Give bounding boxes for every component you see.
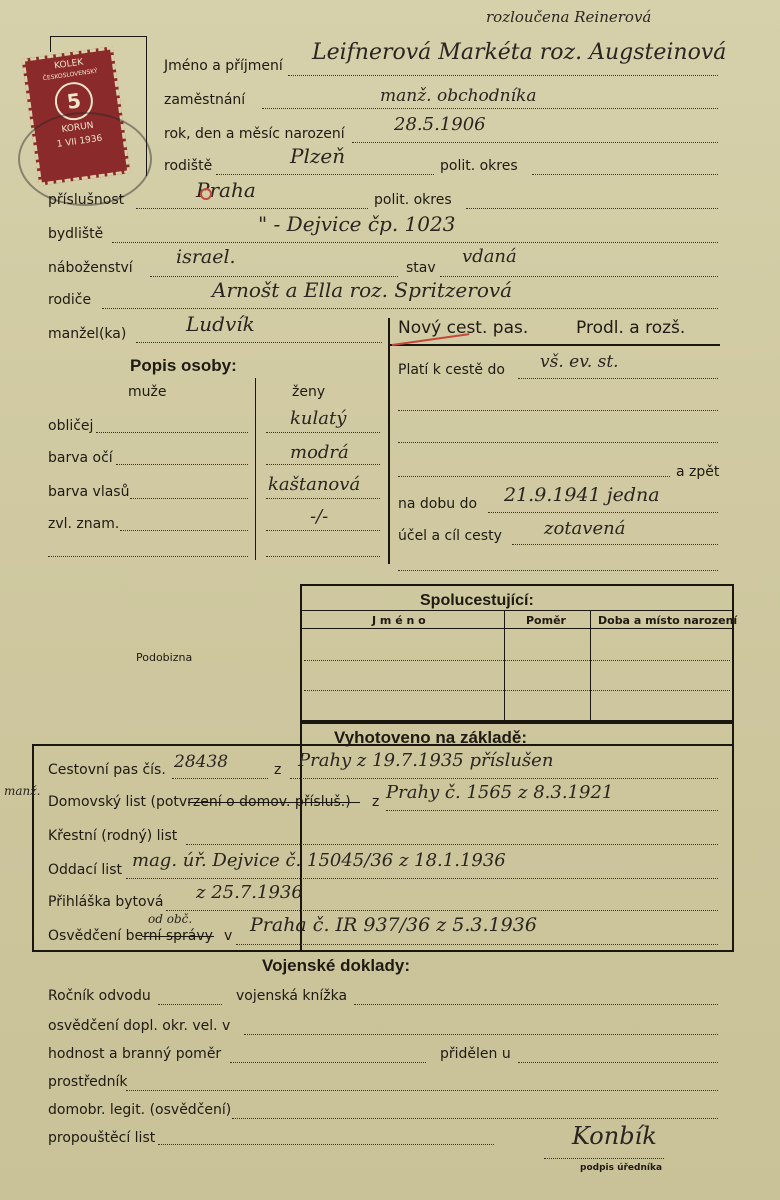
duration-line [488,512,718,513]
stamp-unit: KORUN [61,120,95,136]
marriage-value: mag. úř. Dejvice č. 15045/36 z 18.1.1936 [132,850,506,871]
birthplace-line [216,174,434,175]
registration-line [166,910,718,911]
signature-label: podpis úředníka [580,1163,663,1173]
eyes-line-women [266,464,380,465]
legion-label: domobr. legit. (osvědčení) [48,1102,232,1118]
eyes-line-men [116,464,248,465]
baptism-label: Křestní (rodný) list [48,828,178,844]
status-label: stav [406,260,436,276]
stamp-value: 5 [52,80,95,123]
residence-label: bydliště [48,226,104,242]
marks-label: zvl. znam. [48,516,120,532]
citizenship-value: Praha [196,178,256,202]
eyes-label: barva očí [48,450,113,466]
signature: Konbík [572,1122,657,1150]
military-title: Vojenské doklady: [262,956,411,975]
name-line [288,75,718,76]
district-line [532,174,718,175]
domicile-label: Domovský list (potvrzení o domov. přísluš.) [48,794,351,810]
year-label: Ročník odvodu [48,988,151,1004]
registration-label: Přihláška bytová [48,894,164,910]
passport-number-line [172,778,268,779]
top-note: rozloučena Reinerová [486,8,652,26]
face-line-men [96,432,248,433]
purpose-line [512,544,718,545]
district2-line [466,208,718,209]
rank-line [230,1062,426,1063]
passport-number-value: 28438 [174,752,229,772]
citizenship-line [136,208,368,209]
purpose-label: účel a cíl cesty [398,528,502,544]
legion-line [232,1118,718,1119]
hair-line-women [266,498,380,499]
valid-line [518,378,718,379]
registration-value: z 25.7.1936 [196,882,303,903]
middle-line [126,1090,718,1091]
description-title: Popis osoby: [130,356,237,375]
companions-col-name: J m é n o [372,614,426,627]
passport-divider [388,318,390,564]
return-label: a zpět [676,464,720,480]
extend-passport-label: Prodl. a rozš. [576,318,686,338]
marks-value: -/- [310,506,329,527]
face-line-women [266,432,380,433]
margin-note: manž. [4,784,41,798]
district2-label: polit. okres [374,192,452,208]
status-line [440,276,718,277]
men-column-label: muže [128,384,167,400]
rank-label: hodnost a branný poměr [48,1046,222,1062]
stamp-postmark: 1 VII 1936 [56,133,103,150]
passport-from-label: z [274,762,282,778]
status-value: vdaná [462,246,517,267]
assigned-label: přidělen u [440,1046,511,1062]
tax-value: Praha č. IR 937/36 z 5.3.1936 [250,914,537,936]
companions-col-relation: Poměr [526,614,566,627]
book-line [354,1004,718,1005]
women-column-label: ženy [292,384,326,400]
citizenship-label: příslušnost [48,192,125,208]
spouse-label: manžel(ka) [48,326,127,342]
religion-value: israel. [176,246,236,268]
valid-line-4 [398,476,670,477]
religion-label: náboženství [48,260,133,276]
occupation-line [262,108,718,109]
passport-from-value: Prahy z 19.7.1935 příslušen [298,750,554,771]
hair-label: barva vlasů [48,484,130,500]
stamp-middle-text: ČESKOSLOVENSKÝ [42,67,99,83]
hair-value: kaštanová [268,474,361,495]
valid-label: Platí k cestě do [398,362,505,378]
companions-row-1 [304,660,730,661]
domicile-value: Prahy č. 1565 z 8.3.1921 [386,782,614,803]
tax-from-label: v [224,928,233,944]
marriage-label: Oddací list [48,862,122,878]
year-line [158,1004,222,1005]
photo-frame-left [50,36,51,52]
parents-line [102,308,718,309]
birthplace-value: Plzeň [290,144,346,168]
occupation-label: zaměstnání [164,92,246,108]
purpose-line-2 [398,570,718,571]
companions-title-line [302,610,732,611]
baptism-line [186,844,718,845]
cert-line [244,1034,718,1035]
companions-row-2 [304,690,730,691]
occupation-value: manž. obchodníka [380,86,537,106]
photo-label: Podobizna [136,651,193,664]
tax-strike [142,936,214,937]
parents-label: rodiče [48,292,92,308]
signature-line [544,1158,664,1159]
face-label: obličej [48,418,94,434]
domicile-strike [188,802,360,803]
residence-line [112,242,718,243]
district-label: polit. okres [440,158,518,174]
birth-value: 28.5.1906 [394,114,486,135]
passport-header-line [390,344,720,346]
middle-label: prostředník [48,1074,128,1090]
discharge-line [158,1144,494,1145]
red-mark [200,188,212,200]
valid-value: vš. ev. st. [540,352,619,372]
birth-line [352,142,718,143]
stamp-top-text: KOLEK [53,57,84,72]
birthplace-label: rodiště [164,158,213,174]
extra-line-women [266,556,380,557]
residence-value: " - Dejvice čp. 1023 [258,212,456,236]
cert-label: osvědčení dopl. okr. vel. v [48,1018,231,1034]
face-value: kulatý [290,408,347,429]
marks-line-women [266,530,380,531]
hair-line-men [130,498,248,499]
book-label: vojenská knížka [236,988,348,1004]
companions-col-divider-2 [590,610,591,722]
companions-col-divider-1 [504,610,505,722]
discharge-label: propouštěcí list [48,1130,156,1146]
passport-number-label: Cestovní pas čís. [48,762,166,778]
marriage-line [126,878,718,879]
tax-line [236,944,718,945]
name-label: Jméno a příjmení [164,58,283,74]
duration-value: 21.9.1941 jedna [504,484,660,506]
duration-label: na dobu do [398,496,478,512]
tax-note: od obč. [148,912,193,926]
extra-line-men [48,556,248,557]
tax-label: Osvědčení berní správy [48,928,213,944]
domicile-from-label: z [372,794,380,810]
companions-col-birth: Doba a místo narození [598,614,738,627]
issued-title: Vyhotoveno na základě: [334,728,528,747]
valid-line-3 [398,442,718,443]
assigned-line [518,1062,718,1063]
passport-from-line [290,778,718,779]
photo-frame-top [50,36,146,37]
domicile-line [386,810,718,811]
companions-title: Spolucestující: [420,592,534,609]
name-value: Leifnerová Markéta roz. Augsteinová [312,40,727,65]
parents-value: Arnošt a Ella roz. Spritzerová [212,278,513,302]
purpose-value: zotavená [544,518,626,539]
valid-line-2 [398,410,718,411]
spouse-line [136,342,382,343]
new-passport-label: Nový cest. pas. [398,318,529,338]
companions-header-line [302,628,732,629]
marks-line-men [120,530,248,531]
religion-line [150,276,398,277]
description-divider [255,378,256,560]
birth-label: rok, den a měsíc narození [164,126,345,142]
spouse-value: Ludvík [186,312,255,336]
eyes-value: modrá [290,442,349,463]
